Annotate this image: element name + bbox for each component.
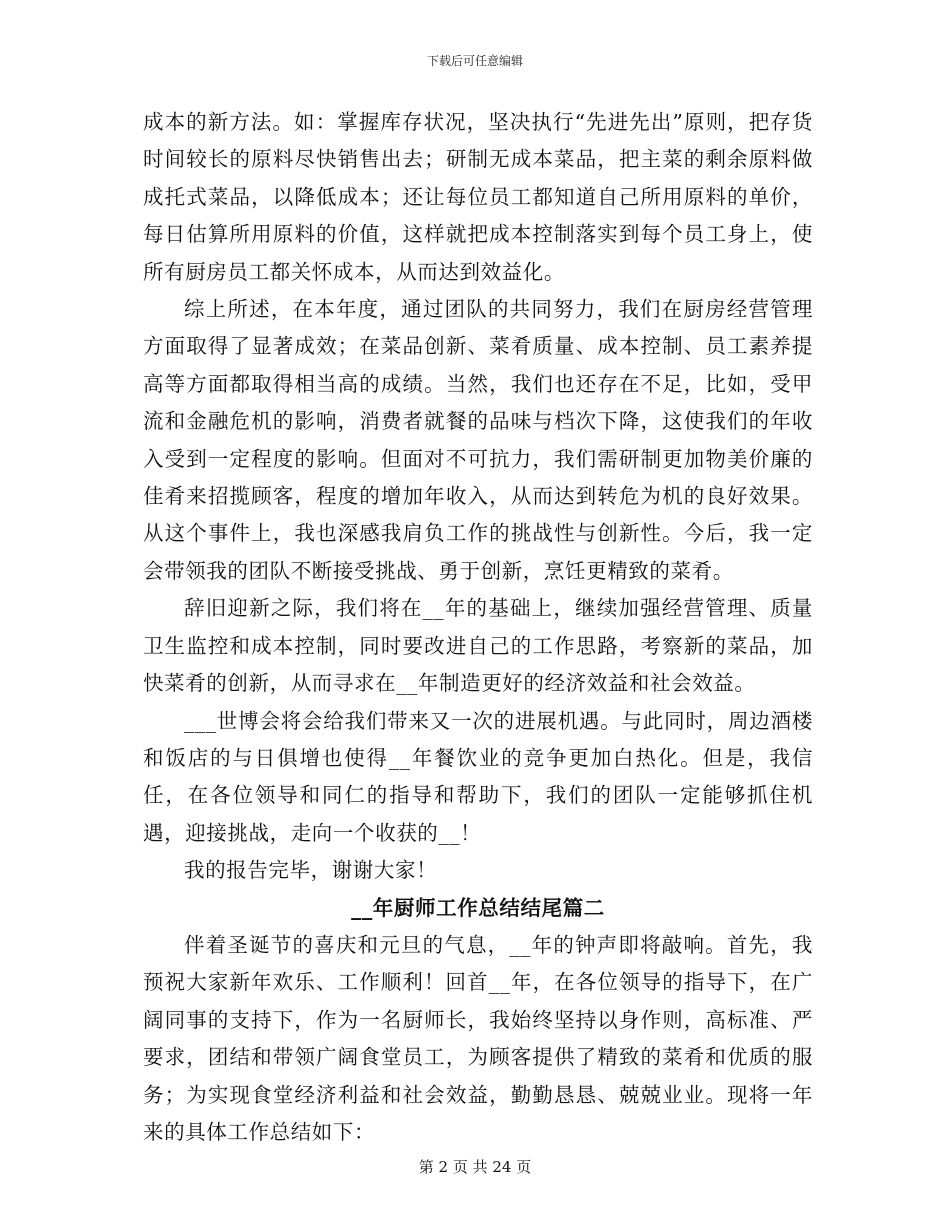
paragraph-section-intro: 伴着圣诞节的喜庆和元旦的气息，__年的钟声即将敲响。首先，我预祝大家新年欢乐、工作顺利！回首__年，在各位领导的指导下，在广阔同事的支持下，作为一名厨师长，我始终坚持以身作则，高标准、严要求，团结和带领广阔食堂员工，为顾客提供了精致的菜肴和优质的服务；为实现食堂经济利益和社会效益，勤勤恳恳、兢兢业业。现将一年来的具体工作总结如下： — [143, 932, 813, 1144]
paragraph-new-year-plan: 辞旧迎新之际，我们将在__年的基础上，继续加强经营管理、质量卫生监控和成本控制，同时要改进自己的工作思路，考察新的菜品，加快菜肴的创新，从而寻求在__年制造更好的经济效益和社会效益。 — [143, 596, 813, 696]
paragraph-closing: 我的报告完毕，谢谢大家！ — [184, 858, 438, 883]
paragraph-expo-opportunity: ___世博会将会给我们带来又一次的进展机遇。与此同时，周边酒楼和饭店的与日俱增也使得__年餐饮业的竞争更加白热化。但是，我信任，在各位领导和同仁的指导和帮助下，我们的团队一定能够抓住机遇，迎接挑战，走向一个收获的__！ — [143, 708, 813, 845]
paragraph-summary: 综上所述，在本年度，通过团队的共同努力，我们在厨房经营管理方面取得了显著成效；在菜品创新、菜肴质量、成本控制、员工素养提高等方面都取得相当高的成绩。当然，我们也还存在不足，比如，受甲流和金融危机的影响，消费者就餐的品味与档次下降，这使我们的年收入受到一定程度的影响。但面对不可抗力，我们需研制更加物美价廉的佳肴来招揽顾客，程度的增加年收入，从而达到转危为机的良好效果。从这个事件上，我也深感我肩负工作的挑战性与创新性。今后，我一定会带领我的团队不断接受挑战、勇于创新，烹饪更精致的菜肴。 — [143, 297, 813, 583]
page-header-note: 下载后可任意编辑 — [426, 54, 523, 68]
section-title: __年厨师工作总结结尾篇二 — [351, 895, 605, 920]
paragraph-cost-methods: 成本的新方法。如：掌握库存状况，坚决执行“先进先出”原则，把存货时间较长的原料尽快销售出去；研制无成本菜品，把主菜的剩余原料做成托式菜品，以降低成本；还让每位员工都知道自己所用原料的单价，每日估算所用原料的价值，这样就把成本控制落实到每个员工身上，使所有厨房员工都关怀成本，从而达到效益化。 — [143, 110, 813, 284]
page-number: 第 2 页 共 24 页 — [418, 1158, 532, 1176]
document-body — [143, 104, 813, 1151]
